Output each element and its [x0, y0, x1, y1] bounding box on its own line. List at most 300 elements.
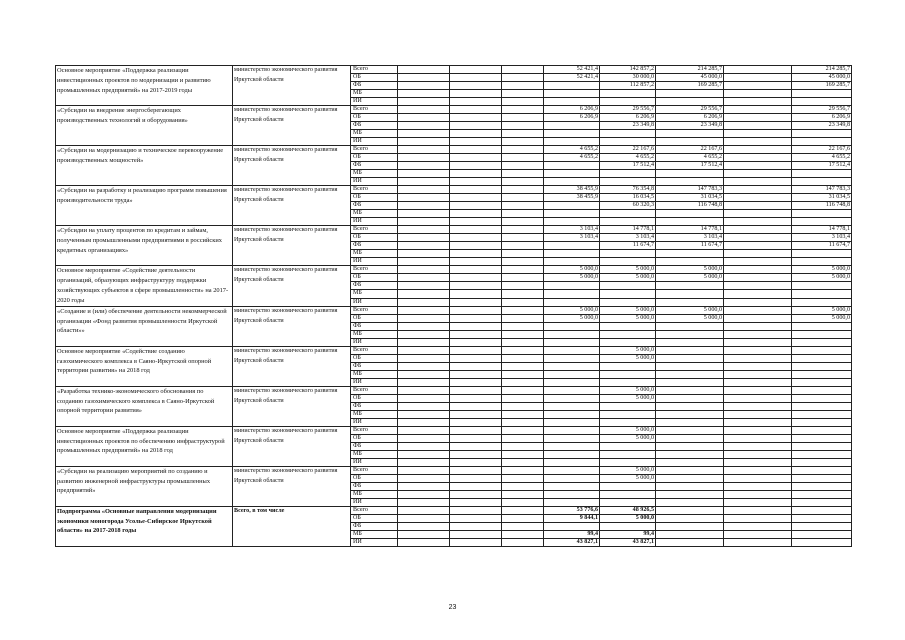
empty-cell [502, 146, 544, 154]
amount-cell: 5 000,0 [600, 306, 656, 314]
amount-cell [600, 442, 656, 450]
amount-cell: 22 167,6 [792, 146, 852, 154]
funding-source: Всего [351, 306, 398, 314]
amount-cell [792, 538, 852, 546]
empty-cell [450, 466, 502, 474]
empty-cell [724, 474, 792, 482]
activity-name: Подпрограмма «Основные направления модернизации экономики моногорода Усолье-Сибирское Иркутской области» на 2017-2018 годы [56, 506, 233, 546]
empty-cell [398, 306, 450, 314]
empty-cell [502, 402, 544, 410]
empty-cell [398, 530, 450, 538]
empty-cell [450, 242, 502, 250]
amount-cell [656, 498, 724, 506]
empty-cell [724, 210, 792, 218]
empty-cell [450, 442, 502, 450]
amount-cell: 5 000,0 [600, 354, 656, 362]
amount-cell [544, 130, 600, 138]
funding-source: МБ [351, 450, 398, 458]
funding-source: ОБ [351, 194, 398, 202]
amount-cell [792, 370, 852, 378]
amount-cell: 52 421,4 [544, 74, 600, 82]
amount-cell [792, 506, 852, 514]
amount-cell [656, 258, 724, 266]
activity-name: «Субсидии на модернизацию и техническое перевооружение производственных мощностей» [56, 146, 233, 186]
empty-cell [450, 122, 502, 130]
empty-cell [450, 98, 502, 106]
funding-source: ИИ [351, 98, 398, 106]
empty-cell [398, 194, 450, 202]
amount-cell [656, 402, 724, 410]
amount-cell: 23 349,8 [792, 122, 852, 130]
amount-cell [544, 474, 600, 482]
amount-cell: 38 455,9 [544, 194, 600, 202]
empty-cell [502, 394, 544, 402]
empty-cell [450, 274, 502, 282]
empty-cell [450, 282, 502, 290]
amount-cell: 5 000,0 [600, 346, 656, 354]
empty-cell [724, 114, 792, 122]
activity-name: «Создание и (или) обеспечение деятельности некоммерческой организации «Фонд развития промышленности Иркутской области»» [56, 306, 233, 346]
amount-cell [600, 338, 656, 346]
funding-source: ФБ [351, 282, 398, 290]
amount-cell [544, 482, 600, 490]
funding-source: Всего [351, 146, 398, 154]
funding-source: Всего [351, 266, 398, 274]
amount-cell [792, 298, 852, 306]
amount-cell [792, 394, 852, 402]
empty-cell [398, 314, 450, 322]
empty-cell [398, 98, 450, 106]
amount-cell: 6 206,9 [792, 114, 852, 122]
amount-cell [600, 322, 656, 330]
table-row [56, 106, 852, 114]
empty-cell [502, 434, 544, 442]
amount-cell [544, 242, 600, 250]
empty-cell [398, 322, 450, 330]
amount-cell [656, 418, 724, 426]
empty-cell [450, 426, 502, 434]
amount-cell: 48 926,5 [600, 506, 656, 514]
funding-source: ИИ [351, 138, 398, 146]
amount-cell: 142 857,2 [600, 66, 656, 74]
empty-cell [502, 418, 544, 426]
executor-name: Всего, в том числе [233, 506, 351, 546]
empty-cell [398, 370, 450, 378]
funding-source: ИИ [351, 178, 398, 186]
funding-source: ИИ [351, 338, 398, 346]
empty-cell [724, 98, 792, 106]
empty-cell [398, 354, 450, 362]
empty-cell [724, 234, 792, 242]
amount-cell: 5 000,0 [792, 314, 852, 322]
empty-cell [450, 514, 502, 522]
empty-cell [398, 202, 450, 210]
amount-cell [544, 250, 600, 258]
empty-cell [724, 498, 792, 506]
amount-cell: 16 034,5 [600, 194, 656, 202]
empty-cell [398, 234, 450, 242]
amount-cell [656, 426, 724, 434]
amount-cell [544, 290, 600, 298]
funding-source: ИИ [351, 458, 398, 466]
amount-cell: 5 000,0 [656, 274, 724, 282]
empty-cell [398, 362, 450, 370]
funding-source: ИИ [351, 498, 398, 506]
amount-cell: 169 285,7 [656, 82, 724, 90]
table-row [56, 66, 852, 74]
empty-cell [724, 394, 792, 402]
empty-cell [450, 354, 502, 362]
empty-cell [502, 266, 544, 274]
empty-cell [398, 266, 450, 274]
empty-cell [450, 146, 502, 154]
funding-source: МБ [351, 490, 398, 498]
empty-cell [398, 402, 450, 410]
empty-cell [724, 402, 792, 410]
amount-cell: 6 206,9 [656, 114, 724, 122]
amount-cell [792, 90, 852, 98]
empty-cell [450, 346, 502, 354]
amount-cell [792, 434, 852, 442]
empty-cell [398, 106, 450, 114]
empty-cell [398, 394, 450, 402]
empty-cell [398, 330, 450, 338]
empty-cell [502, 130, 544, 138]
empty-cell [724, 450, 792, 458]
amount-cell [656, 466, 724, 474]
empty-cell [724, 354, 792, 362]
table-row [56, 506, 852, 514]
empty-cell [502, 338, 544, 346]
empty-cell [502, 482, 544, 490]
amount-cell [656, 282, 724, 290]
empty-cell [724, 274, 792, 282]
empty-cell [450, 210, 502, 218]
amount-cell [656, 218, 724, 226]
empty-cell [724, 330, 792, 338]
amount-cell [544, 418, 600, 426]
empty-cell [398, 418, 450, 426]
empty-cell [398, 466, 450, 474]
empty-cell [724, 370, 792, 378]
empty-cell [502, 74, 544, 82]
amount-cell: 5 000,0 [656, 306, 724, 314]
amount-cell [792, 210, 852, 218]
amount-cell: 6 206,9 [600, 114, 656, 122]
amount-cell [656, 90, 724, 98]
amount-cell: 22 167,6 [656, 146, 724, 154]
empty-cell [502, 154, 544, 162]
funding-source: ОБ [351, 474, 398, 482]
amount-cell [656, 98, 724, 106]
funding-source: ИИ [351, 258, 398, 266]
empty-cell [724, 66, 792, 74]
executor-name: министерство экономического развития Иркутской области [233, 226, 351, 266]
empty-cell [502, 242, 544, 250]
empty-cell [502, 258, 544, 266]
amount-cell: 5 000,0 [600, 386, 656, 394]
amount-cell [792, 98, 852, 106]
empty-cell [502, 386, 544, 394]
amount-cell [656, 530, 724, 538]
empty-cell [450, 386, 502, 394]
empty-cell [398, 426, 450, 434]
amount-cell: 5 000,0 [792, 266, 852, 274]
amount-cell: 22 167,6 [600, 146, 656, 154]
empty-cell [502, 506, 544, 514]
amount-cell: 31 034,5 [792, 194, 852, 202]
amount-cell: 11 674,7 [600, 242, 656, 250]
empty-cell [724, 290, 792, 298]
funding-source: ФБ [351, 122, 398, 130]
empty-cell [502, 282, 544, 290]
funding-source: МБ [351, 410, 398, 418]
empty-cell [724, 226, 792, 234]
amount-cell [792, 530, 852, 538]
empty-cell [450, 338, 502, 346]
empty-cell [398, 290, 450, 298]
amount-cell: 5 000,0 [544, 266, 600, 274]
empty-cell [502, 82, 544, 90]
amount-cell: 5 000,0 [544, 314, 600, 322]
empty-cell [502, 314, 544, 322]
budget-table-body [56, 66, 852, 547]
empty-cell [398, 210, 450, 218]
amount-cell [792, 514, 852, 522]
empty-cell [724, 186, 792, 194]
empty-cell [724, 146, 792, 154]
amount-cell: 5 000,0 [600, 314, 656, 322]
empty-cell [398, 186, 450, 194]
amount-cell [600, 170, 656, 178]
amount-cell [656, 370, 724, 378]
amount-cell [792, 138, 852, 146]
amount-cell [544, 490, 600, 498]
funding-source: Всего [351, 386, 398, 394]
executor-name: министерство экономического развития Иркутской области [233, 386, 351, 426]
amount-cell [656, 474, 724, 482]
amount-cell: 214 285,7 [656, 66, 724, 74]
amount-cell [792, 330, 852, 338]
amount-cell [544, 210, 600, 218]
executor-name: министерство экономического развития Иркутской области [233, 266, 351, 307]
funding-source: МБ [351, 290, 398, 298]
amount-cell [544, 330, 600, 338]
amount-cell [792, 490, 852, 498]
empty-cell [502, 522, 544, 530]
amount-cell [656, 394, 724, 402]
amount-cell: 60 320,3 [600, 202, 656, 210]
amount-cell [792, 218, 852, 226]
table-row [56, 386, 852, 394]
amount-cell [600, 330, 656, 338]
executor-name: министерство экономического развития Иркутской области [233, 106, 351, 146]
empty-cell [502, 298, 544, 306]
amount-cell [792, 378, 852, 386]
amount-cell [544, 498, 600, 506]
amount-cell [792, 418, 852, 426]
activity-name: «Субсидии на внедрение энергосберегающих производственных технологий и оборудования» [56, 106, 233, 146]
empty-cell [502, 250, 544, 258]
empty-cell [450, 434, 502, 442]
amount-cell [792, 410, 852, 418]
empty-cell [724, 410, 792, 418]
empty-cell [724, 458, 792, 466]
amount-cell [544, 298, 600, 306]
amount-cell [792, 402, 852, 410]
table-row [56, 266, 852, 274]
amount-cell [544, 426, 600, 434]
executor-name: министерство экономического развития Иркутской области [233, 426, 351, 466]
funding-source: Всего [351, 506, 398, 514]
empty-cell [724, 418, 792, 426]
amount-cell [656, 298, 724, 306]
table-row [56, 466, 852, 474]
empty-cell [398, 122, 450, 130]
empty-cell [398, 490, 450, 498]
empty-cell [398, 82, 450, 90]
empty-cell [450, 306, 502, 314]
amount-cell [656, 130, 724, 138]
amount-cell [792, 498, 852, 506]
empty-cell [724, 282, 792, 290]
table-row [56, 186, 852, 194]
amount-cell: 99,4 [600, 530, 656, 538]
funding-source: ИИ [351, 418, 398, 426]
amount-cell [544, 378, 600, 386]
amount-cell [792, 442, 852, 450]
funding-source: МБ [351, 170, 398, 178]
amount-cell: 4 655,2 [792, 154, 852, 162]
empty-cell [450, 410, 502, 418]
amount-cell: 4 655,2 [600, 154, 656, 162]
empty-cell [724, 426, 792, 434]
empty-cell [450, 490, 502, 498]
amount-cell [656, 490, 724, 498]
empty-cell [450, 538, 502, 546]
activity-name: Основное мероприятие «Содействие созданию газохимического комплекса в Саяно-Иркутской опорной территории развития» на 2018 год [56, 346, 233, 386]
empty-cell [450, 378, 502, 386]
empty-cell [450, 74, 502, 82]
empty-cell [724, 90, 792, 98]
empty-cell [502, 106, 544, 114]
empty-cell [398, 130, 450, 138]
empty-cell [502, 210, 544, 218]
empty-cell [398, 522, 450, 530]
amount-cell: 29 556,7 [792, 106, 852, 114]
amount-cell: 147 783,3 [656, 186, 724, 194]
funding-source: ОБ [351, 114, 398, 122]
executor-name: министерство экономического развития Иркутской области [233, 346, 351, 386]
empty-cell [398, 458, 450, 466]
amount-cell [792, 130, 852, 138]
empty-cell [450, 154, 502, 162]
table-row [56, 306, 852, 314]
empty-cell [450, 202, 502, 210]
empty-cell [724, 506, 792, 514]
amount-cell [600, 138, 656, 146]
table-row [56, 146, 852, 154]
funding-source: МБ [351, 330, 398, 338]
amount-cell [600, 250, 656, 258]
amount-cell [656, 434, 724, 442]
empty-cell [724, 218, 792, 226]
empty-cell [502, 458, 544, 466]
funding-source: МБ [351, 530, 398, 538]
amount-cell: 5 000,0 [600, 434, 656, 442]
empty-cell [502, 290, 544, 298]
amount-cell [600, 362, 656, 370]
empty-cell [502, 274, 544, 282]
funding-source: ФБ [351, 202, 398, 210]
amount-cell [544, 466, 600, 474]
amount-cell [792, 426, 852, 434]
empty-cell [450, 290, 502, 298]
amount-cell [656, 522, 724, 530]
funding-source: Всего [351, 186, 398, 194]
amount-cell [544, 370, 600, 378]
amount-cell: 14 778,1 [600, 226, 656, 234]
amount-cell [600, 490, 656, 498]
amount-cell [792, 322, 852, 330]
funding-source: Всего [351, 66, 398, 74]
empty-cell [724, 490, 792, 498]
amount-cell: 5 000,0 [600, 394, 656, 402]
empty-cell [450, 418, 502, 426]
empty-cell [450, 362, 502, 370]
empty-cell [398, 378, 450, 386]
funding-source: МБ [351, 250, 398, 258]
amount-cell: 5 000,0 [792, 306, 852, 314]
empty-cell [450, 178, 502, 186]
amount-cell [544, 450, 600, 458]
empty-cell [502, 474, 544, 482]
amount-cell: 5 000,0 [656, 314, 724, 322]
empty-cell [450, 482, 502, 490]
empty-cell [450, 130, 502, 138]
empty-cell [502, 426, 544, 434]
empty-cell [450, 114, 502, 122]
amount-cell [792, 178, 852, 186]
budget-table [55, 65, 852, 547]
empty-cell [502, 122, 544, 130]
amount-cell [600, 130, 656, 138]
executor-name: министерство экономического развития Иркутской области [233, 146, 351, 186]
activity-name: Основное мероприятие «Поддержка реализации инвестиционных проектов по модернизации и развитию промышленных предприятий» на 2017-2019 годы [56, 66, 233, 106]
amount-cell [600, 458, 656, 466]
amount-cell [656, 346, 724, 354]
empty-cell [450, 498, 502, 506]
empty-cell [502, 218, 544, 226]
amount-cell: 5 000,0 [600, 426, 656, 434]
amount-cell [544, 90, 600, 98]
amount-cell [656, 538, 724, 546]
amount-cell [544, 410, 600, 418]
amount-cell [544, 258, 600, 266]
empty-cell [398, 162, 450, 170]
amount-cell: 4 655,2 [544, 146, 600, 154]
empty-cell [724, 322, 792, 330]
empty-cell [398, 274, 450, 282]
empty-cell [724, 522, 792, 530]
amount-cell: 43 827,1 [600, 538, 656, 546]
empty-cell [724, 314, 792, 322]
empty-cell [450, 90, 502, 98]
amount-cell [792, 482, 852, 490]
amount-cell: 14 778,1 [792, 226, 852, 234]
amount-cell: 3 103,4 [544, 226, 600, 234]
executor-name: министерство экономического развития Иркутской области [233, 466, 351, 506]
